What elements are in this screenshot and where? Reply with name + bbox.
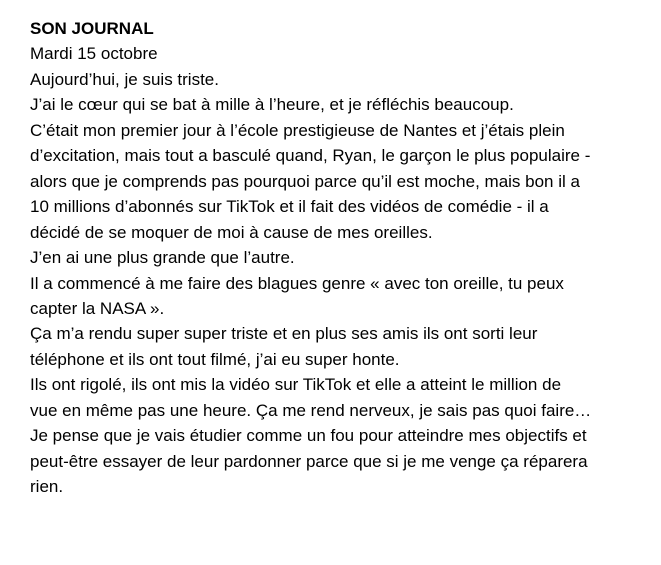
journal-line: Il a commencé à me faire des blagues genre « avec ton oreille, tu peux bbox=[30, 273, 564, 293]
journal-line: d’excitation, mais tout a basculé quand, Ryan, le garçon le plus populaire - bbox=[30, 146, 591, 166]
journal-line: Je pense que je vais étudier comme un fou pour atteindre mes objectifs et bbox=[30, 426, 587, 446]
journal-line: téléphone et ils ont tout filmé, j’ai eu super honte. bbox=[30, 349, 400, 369]
journal-line: Ça m’a rendu super super triste et en plus ses amis ils ont sorti leur bbox=[30, 324, 538, 344]
journal-line: peut-être essayer de leur pardonner parce que si je me venge ça réparera bbox=[30, 451, 588, 471]
journal-line: 10 millions d’abonnés sur TikTok et il fait des vidéos de comédie - il a bbox=[30, 197, 549, 217]
journal-line: Aujourd’hui, je suis triste. bbox=[30, 69, 219, 89]
journal-line: C’était mon premier jour à l’école prestigieuse de Nantes et j’étais plein bbox=[30, 120, 565, 140]
journal-line: décidé de se moquer de moi à cause de mes oreilles. bbox=[30, 222, 433, 242]
journal-line: J’ai le cœur qui se bat à mille à l’heure, et je réfléchis beaucoup. bbox=[30, 95, 514, 115]
journal-line: alors que je comprends pas pourquoi parce qu’il est moche, mais bon il a bbox=[30, 171, 580, 191]
journal-body bbox=[30, 41, 647, 499]
journal-line: J’en ai une plus grande que l’autre. bbox=[30, 248, 295, 268]
journal-line: Ils ont rigolé, ils ont mis la vidéo sur TikTok et elle a atteint le million de bbox=[30, 375, 562, 395]
journal-line: vue en même pas une heure. Ça me rend nerveux, je sais pas quoi faire… bbox=[30, 400, 592, 420]
journal-line: Mardi 15 octobre bbox=[30, 44, 158, 64]
journal-line: capter la NASA ». bbox=[30, 298, 165, 318]
journal-title: SON JOURNAL bbox=[30, 19, 154, 38]
journal-line: rien. bbox=[30, 477, 64, 497]
